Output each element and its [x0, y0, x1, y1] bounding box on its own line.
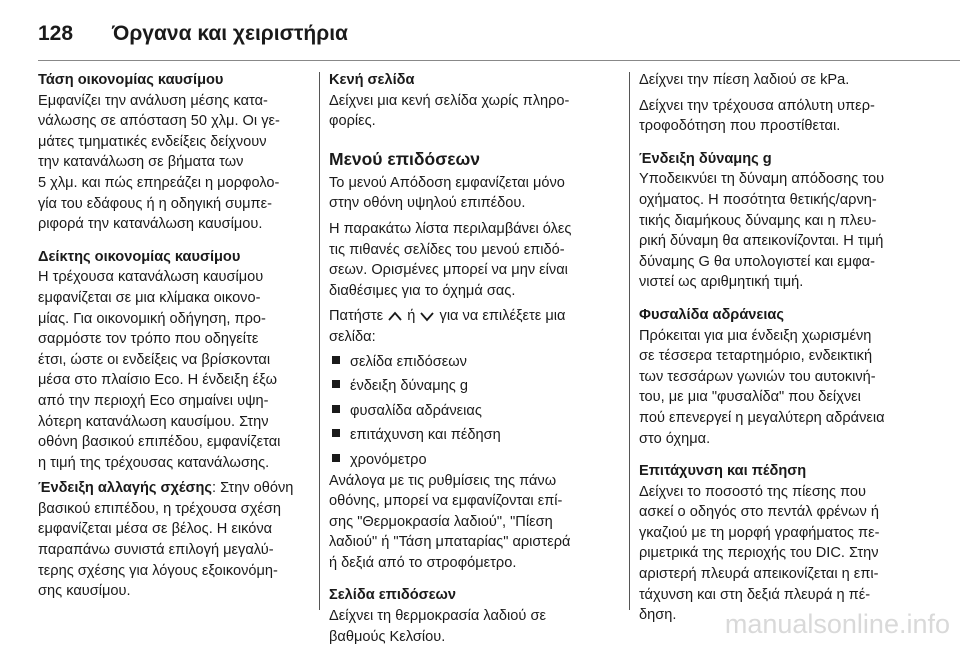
text-line: σαρμόστε τον τρόπο που οδηγείτε [38, 331, 259, 348]
text-line: μάτες τμηματικές ενδείξεις δείχνουν [38, 133, 267, 150]
text-line: δηση. [639, 607, 677, 624]
text-line [329, 306, 607, 327]
section-heading: Ένδειξη δύναμης g [639, 150, 772, 167]
text-line: τάχυνση και στη δεξιά πλευρά η πέ- [639, 586, 871, 603]
text-line: ή δεξιά από το στροφόμετρο. [329, 554, 517, 571]
text-line: βαθμούς Κελσίου. [329, 628, 446, 645]
text-line: στην οθόνη υψηλού επιπέδου. [329, 195, 526, 212]
text-line: η τιμή της τρέχουσας κατανάλωσης. [38, 454, 270, 471]
text-span: Πατήστε [329, 308, 384, 325]
text-line: Δείχνει τη θερμοκρασία λαδιού σε [329, 608, 546, 625]
text-line: μίας. Για οικονομική οδήγηση, προ- [38, 310, 266, 327]
column-divider [319, 72, 320, 610]
text-line: σεων. Ορισμένες μπορεί να μην είναι [329, 262, 568, 279]
text-line: σελίδα: [329, 328, 376, 345]
text-line: σης "Θερμοκρασία λαδιού", "Πίεση [329, 513, 553, 530]
list-item [329, 450, 607, 471]
text-line: νιστεί ως αριθμητική τιμή. [639, 274, 804, 291]
text-line: τερης σχέσης για λόγους εξοικονόμη- [38, 562, 278, 579]
list-item [329, 401, 607, 422]
inline-heading: Ένδειξη αλλαγής σχέσης [38, 480, 212, 497]
list-item [329, 425, 607, 446]
text-line: ασκεί ο οδηγός στο πεντάλ φρένων ή [639, 504, 879, 521]
text-line: οθόνης, μπορεί να εμφανίζονται επί- [329, 493, 563, 510]
text-span: ή [407, 308, 416, 325]
text-line: ρική δύναμη θα απεικονίζονται. Η τιμή [639, 233, 884, 250]
bullet-icon [332, 429, 340, 437]
text-line: Πρόκειται για μια ένδειξη χωρισμένη [639, 327, 872, 344]
text-line [38, 478, 306, 499]
section-heading: Τάση οικονομίας καυσίμου [38, 72, 224, 88]
section-heading: Δείκτης οικονομίας καυσίμου [38, 248, 241, 265]
text-line: Δείχνει την τρέχουσα απόλυτη υπερ- [639, 97, 875, 114]
section-heading: Φυσαλίδα αδράνειας [639, 306, 784, 323]
menu-heading: Μενού επιδόσεων [329, 148, 481, 169]
text-line: ριμετρικά της περιοχής του DIC. Στην [639, 545, 879, 562]
text-line: μέσα στο πλαίσιο Eco. Η ένδειξη έξω [38, 372, 278, 389]
text-line: τικής διαμήκους δύναμης και η πλευ- [639, 212, 877, 229]
watermark: manualsonline.info [724, 609, 950, 639]
text-line: εμφανίζεται μέσα σε βέλος. Η εικόνα [38, 521, 273, 538]
text-line: πού επενεργεί η μεγαλύτερη αδράνεια [639, 409, 885, 426]
text-line: Δείχνει το ποσοστό της πίεσης που [639, 483, 866, 500]
page-number: 128 [38, 22, 74, 45]
text-line: Ανάλογα με τις ρυθμίσεις της πάνω [329, 472, 557, 489]
list-item-label: σελίδα επιδόσεων [350, 353, 467, 370]
text-line: σε τέσσερα τεταρτημόριο, ενδεικτική [639, 348, 873, 365]
list-item-label: ένδειξη δύναμης g [350, 378, 468, 395]
text-line: λαδιού" ή "Τάση μπαταρίας" αριστερά [329, 534, 571, 551]
list-item [329, 376, 607, 397]
text-line: στο όχημα. [639, 430, 711, 447]
text-line: Η τρέχουσα κατανάλωση καυσίμου [38, 269, 264, 286]
list-item-label: χρονόμετρο [350, 451, 427, 468]
text-line: από την περιοχή Eco σημαίνει υψη- [38, 392, 269, 409]
text-line: Εμφανίζει την ανάλυση μέσης κατα- [38, 92, 268, 109]
text-line: βασικού επιπέδου, η τρέχουσα σχέση [38, 500, 281, 517]
text-line: 5 χλμ. και πώς επηρεάζει η μορφολο- [38, 174, 280, 191]
section-heading: Επιτάχυνση και πέδηση [639, 463, 807, 480]
text-line: δύναμης G θα υπολογιστεί και εμφα- [639, 253, 875, 270]
text-line: Δείχνει μια κενή σελίδα χωρίς πληρο- [329, 92, 570, 109]
bullet-icon [332, 380, 340, 388]
text-line: παραπάνω συνιστά επιλογή μεγαλύ- [38, 542, 274, 559]
chevron-down-icon [419, 310, 435, 322]
chapter-title: Όργανα και χειριστήρια [112, 22, 348, 45]
text-line: Υποδεικνύει τη δύναμη απόδοσης του [639, 171, 885, 188]
section-heading: Σελίδα επιδόσεων [329, 587, 457, 604]
list-item-label: φυσαλίδα αδράνειας [350, 402, 482, 419]
text-line: ριφορά την κατανάλωση καυσίμου. [38, 216, 263, 233]
column-1 [38, 70, 306, 602]
text-line: τροφοδότηση που προστίθεται. [639, 118, 841, 135]
text-line: του, με μια "φυσαλίδα" που δείχνει [639, 389, 861, 406]
text-line: σης καυσίμου. [38, 583, 131, 600]
text-line: έτσι, ώστε οι ενδείξεις να βρίσκονται [38, 351, 271, 368]
list-item [329, 352, 607, 373]
text-line: αριστερή πλευρά απεικονίζεται η επι- [639, 566, 879, 583]
page-header [38, 14, 348, 54]
bullet-icon [332, 356, 340, 364]
bullet-icon [332, 454, 340, 462]
column-divider [629, 72, 630, 610]
text-line: φορίες. [329, 113, 376, 130]
text-line: γία του εδάφους ή η οδηγική συμπε- [38, 195, 272, 212]
text-line: Δείχνει την πίεση λαδιού σε kPa. [639, 72, 850, 88]
text-line: οχήματος. Η ποσότητα θετικής/αρνη- [639, 191, 877, 208]
section-heading: Κενή σελίδα [329, 72, 415, 88]
text-line: εμφανίζεται σε μια κλίμακα οικονο- [38, 289, 261, 306]
text-line: Το μενού Απόδοση εμφανίζεται μόνο [329, 174, 565, 191]
text-line: γκαζιού με τη μορφή γραφήματος πε- [639, 524, 880, 541]
text-span: για να επιλέξετε μια [439, 308, 566, 325]
list-item-label: επιτάχυνση και πέδηση [350, 427, 501, 444]
column-3 [639, 70, 929, 626]
text-line: λότερη κατανάλωση καυσίμου. Στην [38, 413, 269, 430]
text-line: τις πιθανές σελίδες του μενού επιδό- [329, 241, 565, 258]
text-line: Η παρακάτω λίστα περιλαμβάνει όλες [329, 220, 572, 237]
bullet-icon [332, 405, 340, 413]
text-line: διαθέσιμες για το όχημά σας. [329, 282, 516, 299]
column-2 [329, 70, 607, 647]
text-line: οθόνη βασικού επιπέδου, εμφανίζεται [38, 434, 281, 451]
text-span: : Στην οθόνη [212, 480, 294, 497]
text-line: των τεσσάρων γωνιών του αυτοκινή- [639, 368, 876, 385]
chevron-up-icon [387, 310, 403, 322]
text-line: την κατανάλωση σε βήματα των [38, 154, 244, 171]
header-rule [38, 60, 960, 61]
text-line: νάλωσης σε απόσταση 50 χλμ. Οι γε- [38, 113, 280, 130]
